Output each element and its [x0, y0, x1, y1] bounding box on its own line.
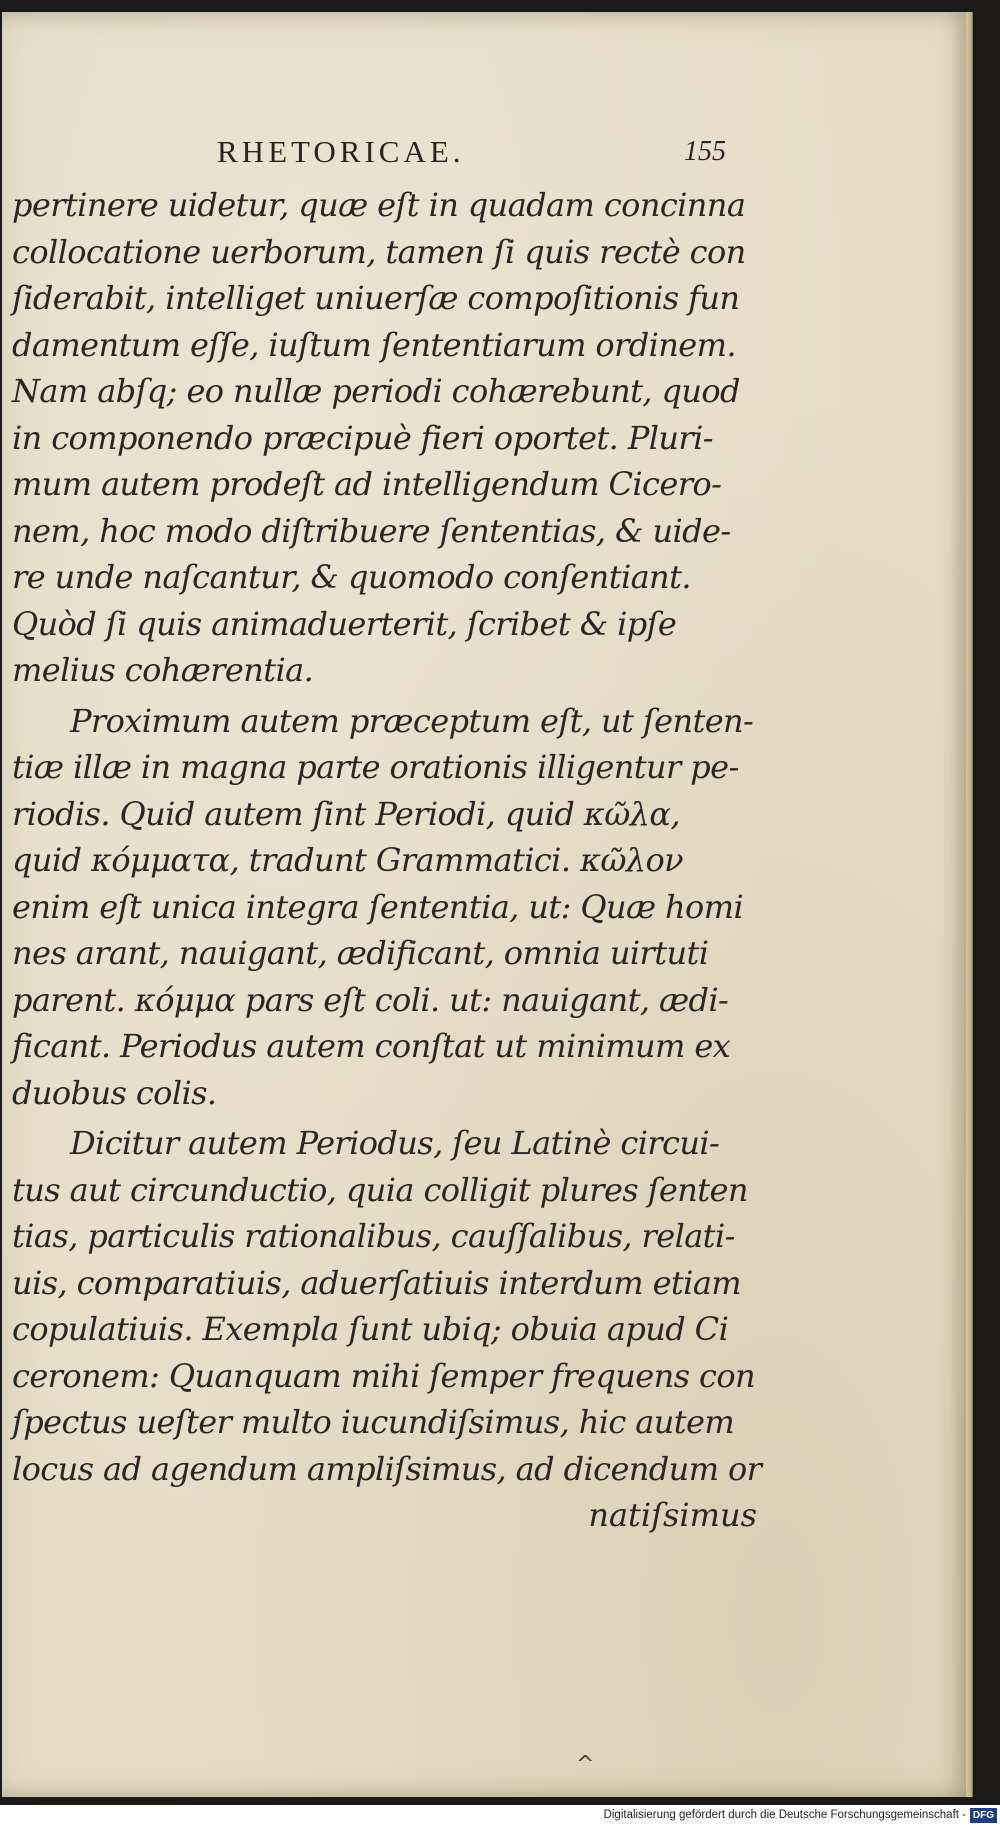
funding-credit: Digitalisierung gefördert durch die Deutsche Forschungsgemeinschaft - [603, 1809, 966, 1821]
paragraph-first-line: Dicitur autem Periodus, ſeu Latinè circui- [70, 1124, 720, 1162]
text-line: copulatiuis. Exempla ſunt ubiq; obuia apud Ci [12, 1310, 729, 1348]
dfg-logo: DFG [970, 1808, 997, 1823]
text-line: riodis. Quid autem ſint Periodi, quid κῶλα, [12, 794, 680, 833]
text-line: Nam abſq; eo nullæ periodi cohærebunt, quod [12, 372, 740, 410]
paragraph-first-line: Proximum autem præceptum eſt, ut ſenten- [70, 701, 754, 740]
text-line: Quòd ſi quis animaduerterit, ſcribet & ipſe [12, 604, 677, 643]
page-number: 155 [684, 136, 726, 167]
text-line: parent. κόμμα pars eſt coli. ut: nauigant, ædi- [12, 980, 729, 1019]
text-line: tus aut circunductio, quia colligit plures ſenten [12, 1170, 748, 1209]
running-head [2, 122, 972, 172]
text-line: tias, particulis rationalibus, cauſſalibus, relati- [12, 1217, 735, 1255]
running-title: RHETORICAE. [217, 134, 465, 169]
text-line: duobus colis. [12, 1073, 217, 1112]
text-line: mum autem prodeſt ad intelligendum Cicero- [12, 465, 722, 503]
text-line: tiæ illæ in magna parte orationis illigentur pe- [12, 748, 739, 786]
catchword: natiſsimus [588, 1496, 757, 1534]
text-line: quid κόμματα, tradunt Grammatici. κῶλον [12, 841, 684, 879]
text-line: ficant. Periodus autem conſtat ut minimum ex [12, 1027, 731, 1065]
book-page [2, 12, 973, 1797]
text-line: re unde naſcantur, & quomodo conſentiant. [12, 558, 691, 596]
text-line: melius cohærentia. [12, 651, 314, 689]
text-line: collocatione uerborum, tamen ſi quis rectè con [12, 232, 746, 271]
text-line: nem, hoc modo diſtribuere ſententias, & uide- [12, 511, 731, 550]
text-line: ſpectus ueſter multo iucundiſsimus, hic autem [12, 1403, 735, 1441]
text-line: enim eſt unica integra ſententia, ut: Quæ homi [12, 887, 744, 926]
text-line: ſiderabit, intelliget uniuerſæ compoſitionis fun [12, 279, 740, 317]
text-line: locus ad agendum ampliſsimus, ad dicendum or [12, 1449, 762, 1488]
body-text [12, 182, 762, 1539]
text-line: in componendo præcipuè fieri oportet. Pluri- [12, 418, 713, 457]
text-line: pertinere uidetur, quæ eſt in quadam concinna [12, 186, 746, 224]
text-line: damentum eſſe, iuſtum ſententiarum ordinem. [12, 325, 736, 364]
signature-mark: ^ [576, 1752, 595, 1777]
page-edge [966, 12, 972, 1797]
text-line: uis, comparatiuis, aduerſatiuis interdum etiam [12, 1263, 742, 1302]
text-line: ceronem: Quanquam mihi ſemper frequens con [12, 1356, 756, 1395]
text-line: nes arant, nauigant, ædificant, omnia uirtuti [12, 934, 709, 972]
digitization-footer [0, 1805, 1000, 1827]
